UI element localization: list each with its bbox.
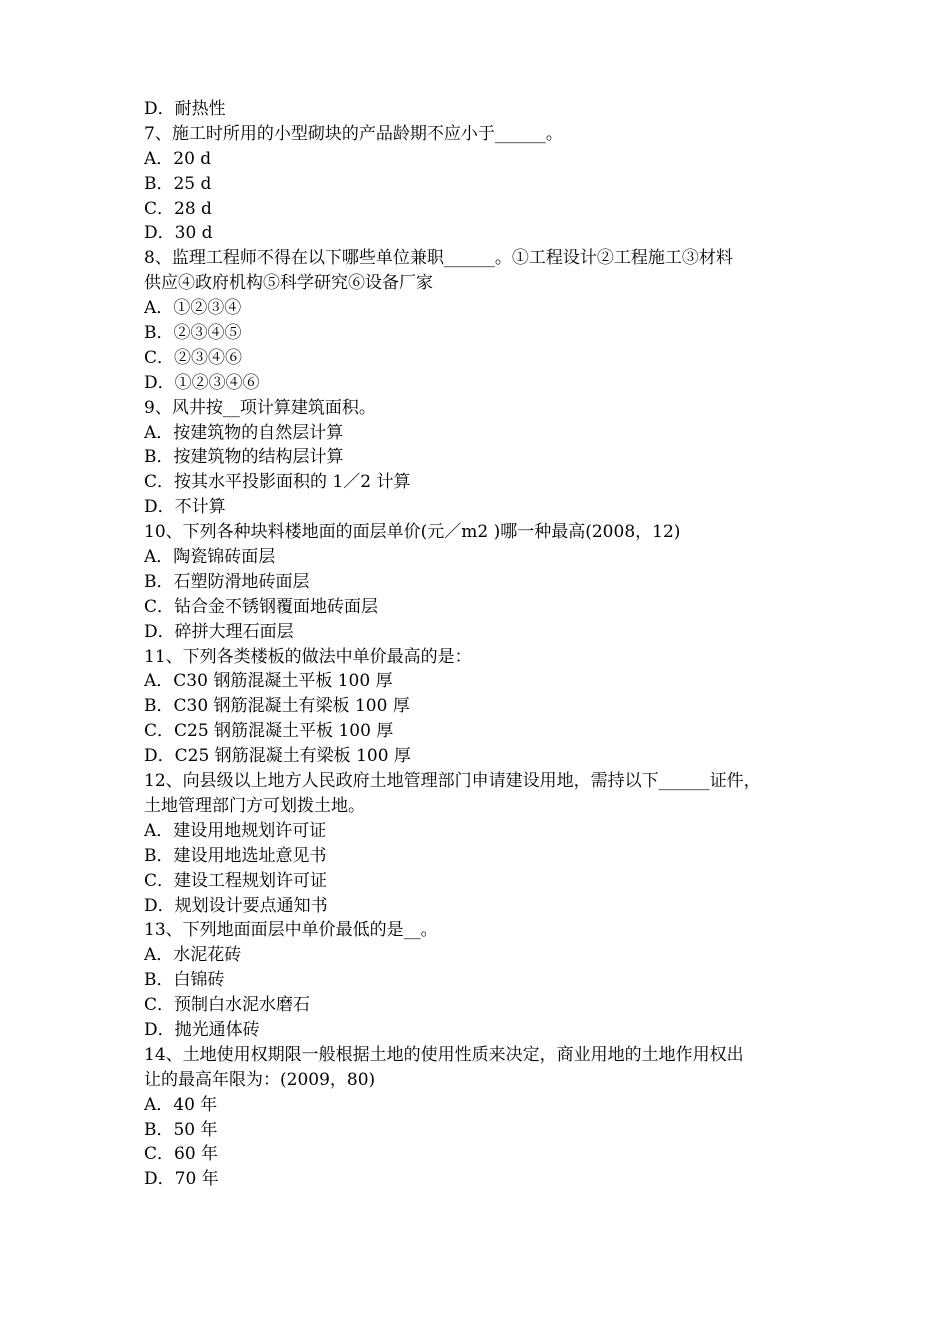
option-d-q7: D．30 d <box>144 223 213 244</box>
option-c-q12: C．建设工程规划许可证 <box>144 870 328 891</box>
option-b-q13: B．白锦砖 <box>144 970 225 991</box>
option-d-q12: D．规划设计要点通知书 <box>144 895 328 916</box>
option-a-q9: A．按建筑物的自然层计算 <box>144 422 344 443</box>
option-b-q8: B．②③④⑤ <box>144 323 242 344</box>
option-c-q13: C．预制白水泥水磨石 <box>144 995 311 1016</box>
option-c-q11: C．C25 钢筋混凝土平板 100 厚 <box>144 721 394 742</box>
question-8-line-2: 供应④政府机构⑤科学研究⑥设备厂家 <box>144 273 433 294</box>
question-14-line-2: 让的最高年限为：(2009，80) <box>144 1069 376 1090</box>
question-10: 10、下列各种块料楼地面的面层单价(元／m2 )哪一种最高(2008，12) <box>144 522 681 543</box>
option-d-q8: D．①②③④⑥ <box>144 372 260 393</box>
document-page <box>144 97 812 1192</box>
question-12-line-2: 土地管理部门方可划拨土地。 <box>144 795 365 816</box>
option-c-q10: C．钻合金不锈钢覆面地砖面层 <box>144 596 379 617</box>
question-13: 13、下列地面面层中单价最低的是__。 <box>144 920 438 941</box>
option-d-q10: D．碎拼大理石面层 <box>144 621 294 642</box>
option-d-q13: D．抛光通体砖 <box>144 1019 260 1040</box>
option-c-q7: C．28 d <box>144 198 212 219</box>
option-c-q8: C．②③④⑥ <box>144 347 243 368</box>
option-a-q12: A．建设用地规划许可证 <box>144 820 327 841</box>
option-b-q14: B．50 年 <box>144 1119 218 1140</box>
option-b-q11: B．C30 钢筋混凝土有梁板 100 厚 <box>144 696 410 717</box>
question-11: 11、下列各类楼板的做法中单价最高的是： <box>144 646 472 667</box>
question-8-line-1: 8、监理工程师不得在以下哪些单位兼职______。①工程设计②工程施工③材料 <box>144 248 733 269</box>
option-a-q13: A．水泥花砖 <box>144 945 242 966</box>
option-a-q14: A．40 年 <box>144 1094 218 1115</box>
option-d-q11: D．C25 钢筋混凝土有梁板 100 厚 <box>144 746 411 767</box>
option-c-q9: C．按其水平投影面积的 1／2 计算 <box>144 472 411 493</box>
question-12-line-1: 12、向县级以上地方人民政府土地管理部门申请建设用地，需持以下______证件， <box>144 771 761 792</box>
option-b-q12: B．建设用地选址意见书 <box>144 845 327 866</box>
option-b-q9: B．按建筑物的结构层计算 <box>144 447 344 468</box>
option-a-q10: A．陶瓷锦砖面层 <box>144 547 276 568</box>
question-7: 7、施工时所用的小型砌块的产品龄期不应小于______。 <box>144 123 563 144</box>
question-9: 9、风井按__项计算建筑面积。 <box>144 397 376 418</box>
option-d-q9: D．不计算 <box>144 497 226 518</box>
option-a-q8: A．①②③④ <box>144 298 242 319</box>
option-d-q14: D．70 年 <box>144 1169 219 1190</box>
option-b-q10: B．石塑防滑地砖面层 <box>144 571 310 592</box>
option-a-q11: A．C30 钢筋混凝土平板 100 厚 <box>144 671 393 692</box>
question-14-line-1: 14、土地使用权期限一般根据土地的使用性质来决定，商业用地的土地作用权出 <box>144 1044 744 1065</box>
option-b-q7: B．25 d <box>144 173 212 194</box>
option-a-q7: A．20 d <box>144 148 212 169</box>
option-d-q6: D．耐热性 <box>144 99 226 119</box>
option-c-q14: C．60 年 <box>144 1144 219 1165</box>
